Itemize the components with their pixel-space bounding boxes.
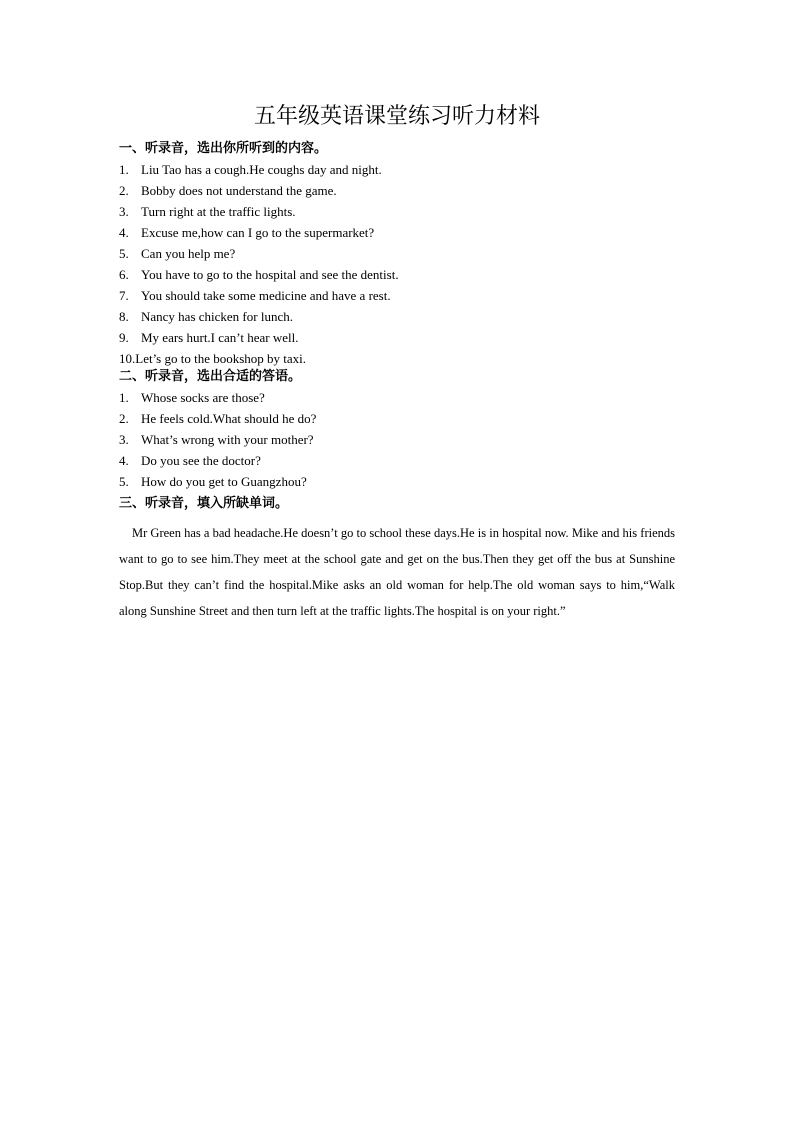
list-item (119, 327, 399, 348)
item-number: 8. (119, 309, 129, 324)
list-item (119, 306, 399, 327)
item-text: My ears hurt.I can’t hear well. (141, 330, 299, 345)
section-2-heading: 二、听录音，选出合适的答语。 (119, 369, 302, 384)
list-item (119, 285, 399, 306)
item-number: 3. (119, 204, 129, 219)
item-text: Let’s go to the bookshop by taxi. (135, 351, 307, 366)
item-number: 7. (119, 288, 129, 303)
list-item (119, 222, 399, 243)
section-1-heading: 一、听录音，选出你所听到的内容。 (119, 141, 328, 156)
list-item (119, 408, 316, 429)
item-number: 5. (119, 246, 129, 261)
list-item (119, 201, 399, 222)
item-text: Can you help me? (141, 246, 236, 261)
list-item (119, 471, 316, 492)
list-item (119, 159, 399, 180)
list-item (119, 429, 316, 450)
item-text: Bobby does not understand the game. (141, 183, 337, 198)
page-title: 五年级英语课堂练习听力材料 (253, 104, 540, 129)
passage-text: Mr Green has a bad headache.He doesn’t go to school these days.He is in hospital now. Mike and his friends want to go to see him.They meet at the school gate and get on the bus.Then they get off the bus at Sunshine Stop.But they can’t find the hospital.Mike asks an old woman for help.The old woman says to him,“Walk along Sunshine Street and then turn left at the traffic lights.The hospital is on your right.” (119, 526, 675, 618)
list-item (119, 243, 399, 264)
item-text: Excuse me,how can I go to the supermarket? (141, 225, 375, 240)
item-number: 5. (119, 474, 129, 489)
item-number: 6. (119, 267, 129, 282)
item-number: 3. (119, 432, 129, 447)
item-text: Do you see the doctor? (141, 453, 261, 468)
item-number: 1. (119, 162, 129, 177)
item-text: How do you get to Guangzhou? (141, 474, 307, 489)
list-item (119, 348, 399, 369)
list-item (119, 450, 316, 471)
item-text: What’s wrong with your mother? (141, 432, 314, 447)
item-text: Liu Tao has a cough.He coughs day and night. (141, 162, 382, 177)
item-text: Whose socks are those? (141, 390, 265, 405)
item-number: 9. (119, 330, 129, 345)
list-item (119, 387, 316, 408)
item-text: You should take some medicine and have a rest. (141, 288, 391, 303)
item-text: Nancy has chicken for lunch. (141, 309, 293, 324)
item-text: You have to go to the hospital and see the dentist. (141, 267, 399, 282)
item-number: 2. (119, 183, 129, 198)
item-number: 10. (119, 351, 136, 366)
item-number: 4. (119, 453, 129, 468)
section-1-list (119, 159, 399, 369)
item-number: 1. (119, 390, 129, 405)
section-2-list (119, 387, 316, 492)
item-text: Turn right at the traffic lights. (141, 204, 296, 219)
list-item (119, 264, 399, 285)
list-item (119, 180, 399, 201)
item-number: 4. (119, 225, 129, 240)
item-number: 2. (119, 411, 129, 426)
item-text: He feels cold.What should he do? (141, 411, 317, 426)
section-3-heading: 三、听录音，填入所缺单词。 (119, 496, 289, 511)
